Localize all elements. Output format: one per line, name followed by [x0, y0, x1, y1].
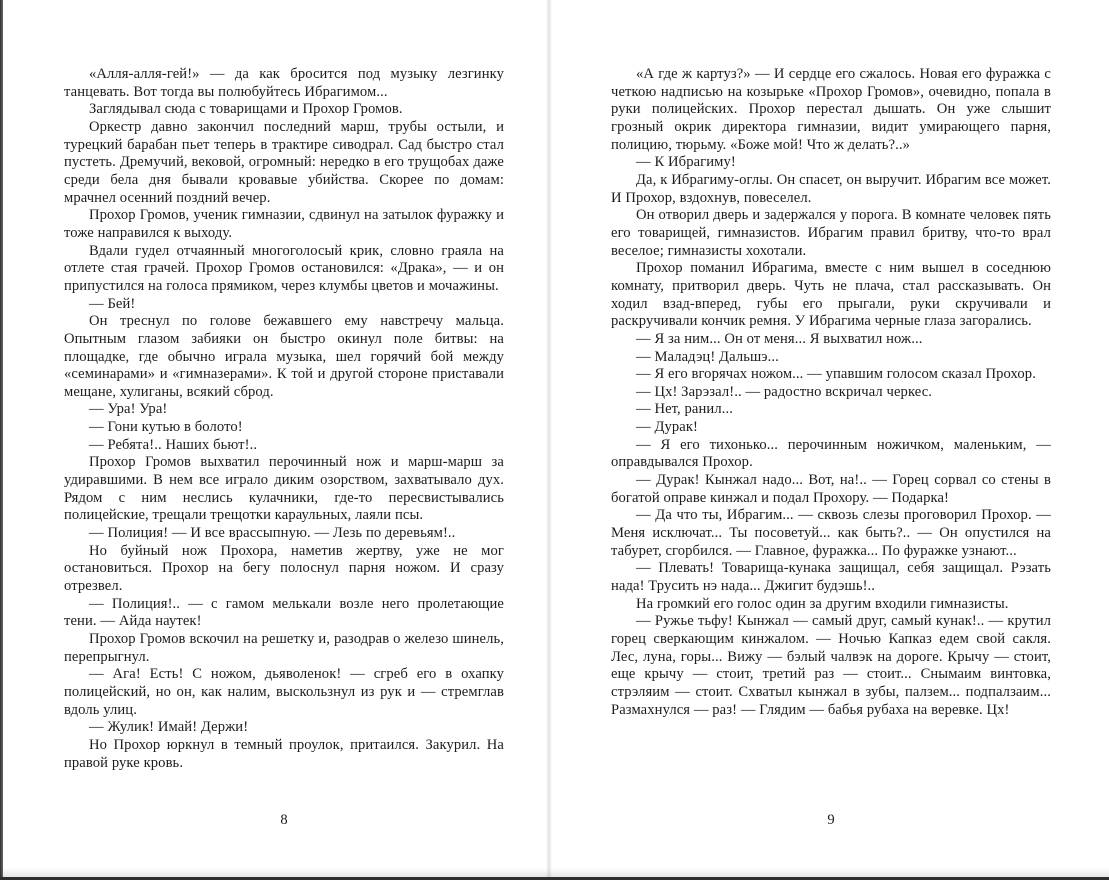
paragraph: Вдали гудел отчаянный многоголосый крик, словно граяла на отлете стая грачей. Прохор Громов остановился: «Драка», — и он припустился на голоса прямиком, через клумбы цветов и мочажины.: [64, 242, 504, 294]
paragraph: — Я его тихонько... перочинным ножичком, маленьким, — оправдывался Прохор.: [611, 436, 1051, 471]
paragraph: — Цх! Зарэзал!.. — радостно вскричал черкес.: [636, 383, 933, 400]
page-gutter-line: [546, 0, 552, 877]
scan-bottom-edge: [0, 877, 1109, 880]
paragraph: Он треснул по голове бежавшего ему навстречу мальца. Опытным глазом забияки он быстро окинул поле битвы: на площадке, где обычно играла музыка, шел горячий бой между «семинарами» и «гимназерами». К той и другой стороне приставали мещане, хулиганы, всякий сброд.: [64, 313, 504, 400]
paragraph: — Плевать! Товарища-кунака защищал, себя защищал. Рэзать нада! Трусить нэ нада... Джигит будэшь!..: [611, 560, 1051, 595]
paragraph: На громкий его голос один за другим входили гимназисты.: [636, 595, 1009, 612]
paragraph: — Маладэц! Дальшэ...: [636, 348, 779, 365]
paragraph: Прохор Громов вскочил на решетку и, разодрав о железо шинель, перепрыгнул.: [64, 631, 504, 665]
paragraph: — Ура! Ура!: [89, 401, 168, 418]
paragraph: — Дурак! Кынжал надо... Вот, на!.. — Горец сорвал со стены в богатой оправе кинжал и подал Прохору. — Подарка!: [611, 472, 1051, 506]
paragraph: — Полиция! — И все врассыпную. — Лезь по деревьям!..: [89, 525, 456, 542]
paragraph: Заглядывал сюда с товарищами и Прохор Громов.: [89, 101, 403, 118]
paragraph: Прохор Громов, ученик гимназии, сдвинул на затылок фуражку и тоже направился к выходу.: [64, 207, 504, 241]
paragraph: — Да что ты, Ибрагим... — сквозь слезы проговорил Прохор. — Меня исключат... Ты посоветуй... как быть?.. — Он опустился на табурет, сгорбился. — Главное, фуражка... По фуражке узнают...: [611, 507, 1051, 559]
paragraph: — Бей!: [89, 295, 136, 312]
paragraph: Прохор Громов выхватил перочинный нож и марш-марш за удиравшими. В нем все играло диким озорством, захватывало дух. Рядом с ним неслись кулачники, где-то пересвистывались полицейские, трещали трещотки караульных, лаяли псы.: [64, 454, 504, 524]
right-page-number: 9: [827, 812, 835, 828]
paragraph: — Я за ним... Он от меня... Я выхватил нож...: [636, 330, 923, 347]
paragraph: — Ага! Есть! С ножом, дьяволенок! — сгреб его в охапку полицейский, но он, как налим, выскользнул из рук и — стремглав вдоль улиц.: [64, 666, 504, 718]
paragraph: Да, к Ибрагиму-оглы. Он спасет, он выручит. Ибрагим все может. И Прохор, вздохнув, повеселел.: [611, 171, 1051, 206]
paragraph: — Я его вгорячах ножом... — упавшим голосом сказал Прохор.: [636, 366, 1036, 383]
paragraph: — Ребята!.. Наших бьют!..: [89, 436, 258, 453]
paragraph: — К Ибрагиму!: [636, 154, 736, 171]
paragraph: Оркестр давно закончил последний марш, трубы остыли, и турецкий барабан пьет теперь в трактире сиводрал. Сад быстро стал пустеть. Дремучий, вековой, огромный: нередко в его трущобах даже среди бела дня бывали кровавые убийства. Скорее по домам: мрачнел осенний поздний вечер.: [64, 118, 504, 206]
paragraph: Прохор поманил Ибрагима, вместе с ним вышел в соседнюю комнату, притворил дверь. Чуть не плача, стал рассказывать. Он ходил взад-вперед, губы его прыгали, руки скручивали и раскручивали кончик ремня. У Ибрагима черные глаза загорались.: [611, 260, 1051, 330]
paragraph: — Жулик! Имай! Держи!: [89, 719, 249, 736]
paragraph: «А где ж картуз?» — И сердце его сжалось. Новая его фуражка с четкою надписью на козырьке «Прохор Громов», очевидно, попала в руки полицейских. Прохор перестал дышать. Он уже слышит грозный окрик директора гимназии, видит умирающего парня, полицию, тюрьму. «Боже мой! Что ж делать?..»: [611, 66, 1051, 153]
paragraph: Он отворил дверь и задержался у порога. В комнате человек пять его товарищей, гимназистов. Ибрагим правил бритву, что-то врал веселое; гимназисты хохотали.: [611, 207, 1051, 259]
paragraph: Но буйный нож Прохора, наметив жертву, уже не мог остановиться. Прохор на бегу полоснул парня ножом. И сразу отрезвел.: [64, 542, 504, 595]
left-page-number: 8: [280, 812, 288, 828]
right-page-text: [611, 66, 1051, 719]
paragraph: «Алля-алля-гей!» — да как бросится под музыку лезгинку танцевать. Вот тогда вы полюбуйтесь Ибрагимом...: [64, 66, 504, 100]
paragraph: Но Прохор юркнул в темный проулок, притаился. Закурил. На правой руке кровь.: [64, 736, 504, 771]
left-page-text: [64, 66, 504, 772]
scan-left-edge: [0, 0, 3, 880]
paragraph: — Полиция!.. — с гамом мелькали возле него пролетающие тени. — Айда наутек!: [64, 595, 504, 630]
paragraph: — Гони кутью в болото!: [89, 419, 243, 436]
page-bottom-shadow: [0, 868, 1109, 877]
paragraph: — Нет, ранил...: [636, 401, 733, 418]
paragraph: — Дурак!: [636, 419, 699, 436]
paragraph: — Ружье тьфу! Кынжал — самый друг, самый кунак!.. — крутил горец сверкающим кинжалом. — Ночью Капказ едем свой сакля. Лес, луна, горы... Вижу — бэлый чалвэк на дороге. Крычу — стоит, еще крычу — стоит, третий раз — стоит... Снымаим винтовка, стрэляим — стоит. Схватыл кынжал в зубы, палзем... подпалзаим... Размахнулся — раз! — Глядим — бабья рубаха на веревке. Цх!: [611, 613, 1051, 718]
